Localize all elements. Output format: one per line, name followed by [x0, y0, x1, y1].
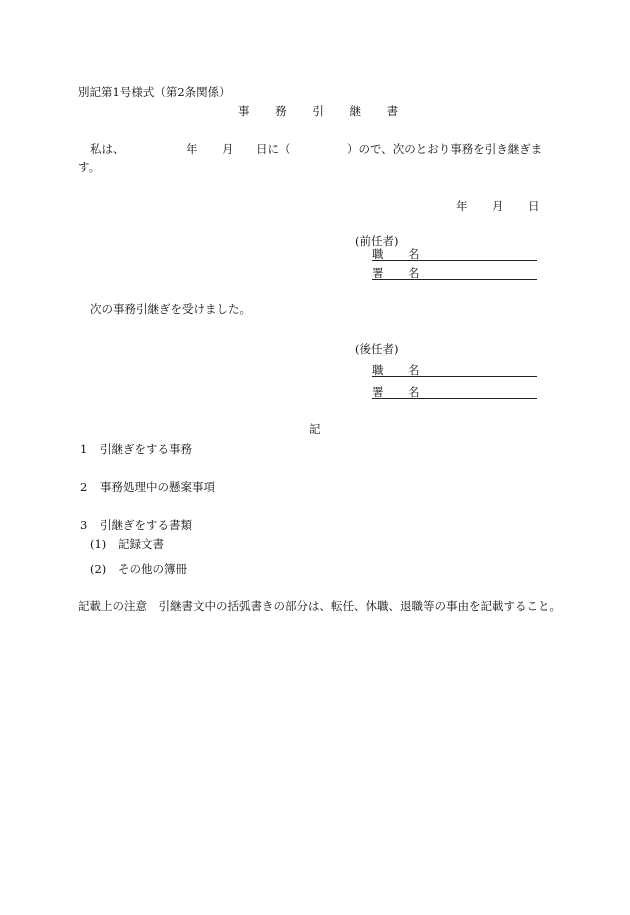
successor-heading: (後任者) [355, 342, 399, 356]
body-watashi: 私は、 [90, 142, 125, 156]
successor-sho: 署 [372, 385, 384, 399]
predecessor-mei: 名 [408, 247, 420, 261]
predecessor-shoku: 職 [372, 247, 384, 261]
subitem-text: その他の簿冊 [118, 562, 187, 576]
subitem-number: (2) [90, 562, 107, 576]
predecessor-title-underline [372, 260, 537, 261]
title-char: 継 [349, 104, 361, 118]
successor-signature-underline [372, 398, 537, 399]
subitem-text: 記録文書 [118, 537, 164, 551]
title-char: 事 [238, 104, 250, 118]
title-char: 引 [312, 104, 324, 118]
body-nen: 年 [186, 142, 198, 156]
body-hi-ni: 日に（ [256, 142, 291, 156]
note-text: 記載上の注意 引継書文中の括弧書きの部分は、転任、休職、退職等の事由を記載すること。 [78, 599, 561, 613]
item-number: 3 [80, 518, 88, 532]
predecessor-mei2: 名 [408, 266, 420, 280]
date-hi: 日 [528, 199, 540, 213]
predecessor-heading: (前任者) [355, 234, 399, 248]
item-text: 引継ぎをする書類 [100, 518, 192, 532]
document-title [238, 106, 398, 118]
subitem-number: (1) [90, 537, 107, 551]
successor-shoku: 職 [372, 363, 384, 377]
receipt-text: 次の事務引継ぎを受けました。 [90, 302, 251, 316]
successor-mei2: 名 [408, 385, 420, 399]
item-number: 1 [80, 442, 88, 456]
date-tsuki: 月 [492, 199, 504, 213]
predecessor-signature-underline [372, 279, 537, 280]
item-text: 引継ぎをする事務 [100, 442, 192, 456]
ki-heading: 記 [309, 422, 321, 436]
successor-mei: 名 [408, 363, 420, 377]
successor-title-underline [372, 376, 537, 377]
title-char: 務 [275, 104, 287, 118]
date-nen: 年 [456, 199, 468, 213]
item-number: 2 [80, 480, 88, 494]
body-line2: す。 [78, 160, 101, 174]
form-label: 別記第1号様式（第2条関係） [78, 85, 231, 99]
title-char: 書 [386, 104, 399, 118]
predecessor-sho: 署 [372, 266, 384, 280]
body-continuation: ）ので、次のとおり事務を引き継ぎま [347, 142, 543, 156]
item-text: 事務処理中の懸案事項 [100, 480, 215, 494]
body-tsuki: 月 [222, 142, 234, 156]
